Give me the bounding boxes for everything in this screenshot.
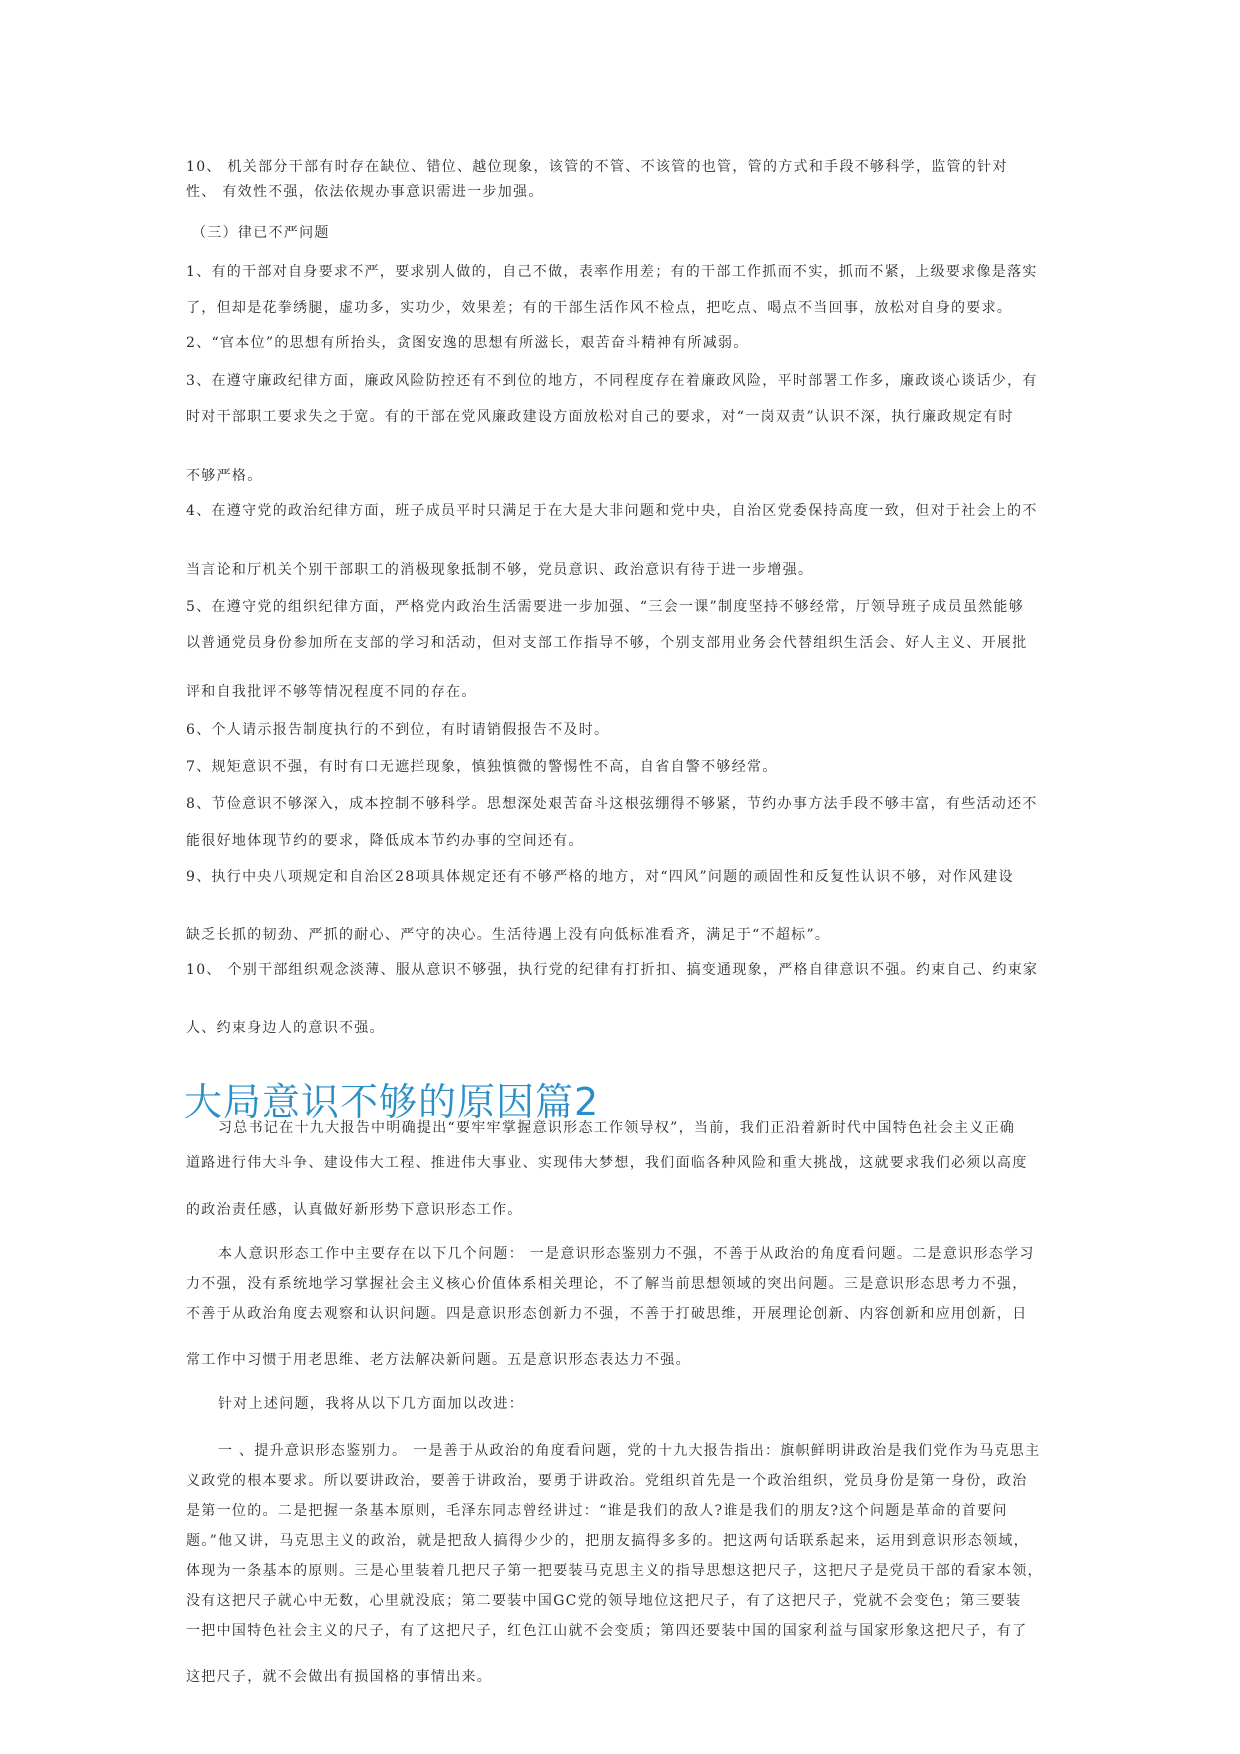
paragraph-line: 当言论和厅机关个别干部职工的消极现象抵制不够，党员意识、政治意识有待于进一步增强。 bbox=[186, 562, 814, 578]
paragraph-line: 常工作中习惯于用老思维、老方法解决新问题。五是意识形态表达力不强。 bbox=[186, 1352, 691, 1368]
paragraph-line: 3、在遵守廉政纪律方面，廉政风险防控还有不到位的地方，不同程度存在着廉政风险，平时部署工作多，廉政谈心谈话少，有 bbox=[186, 373, 1038, 389]
paragraph-line: 是第一位的。二是把握一条基本原则，毛泽东同志曾经讲过：“谁是我们的敌人?谁是我们的朋友?这个问题是革命的首要问 bbox=[186, 1503, 1008, 1519]
paragraph-line: 1、有的干部对自身要求不严，要求别人做的，自己不做，表率作用差；有的干部工作抓而不实，抓而不紧，上级要求像是落实 bbox=[186, 264, 1038, 280]
paragraph-line: 时对干部职工要求失之于宽。有的干部在党风廉政建设方面放松对自己的要求，对“一岗双责”认识不深，执行廉政规定有时 bbox=[186, 409, 1014, 425]
paragraph-line: 10、 机关部分干部有时存在缺位、错位、越位现象，该管的不管、不该管的也管，管的方式和手段不够科学，监管的针对 bbox=[186, 159, 1008, 175]
paragraph-line: 能很好地体现节约的要求，降低成本节约办事的空间还有。 bbox=[186, 833, 584, 849]
paragraph-line: 10、 个别干部组织观念淡薄、服从意识不够强，执行党的纪律有打折扣、搞变通现象，严格自律意识不强。约束自己、约束家 bbox=[186, 962, 1039, 978]
paragraph-line: 这把尺子，就不会做出有损国格的事情出来。 bbox=[186, 1669, 492, 1685]
paragraph-line: 人、约束身边人的意识不强。 bbox=[186, 1020, 385, 1036]
paragraph-line: 9、执行中央八项规定和自治区28项具体规定还有不够严格的地方，对“四风”问题的顽固性和反复性认识不够，对作风建设 bbox=[186, 869, 1014, 885]
paragraph-line: 题。”他又讲，马克思主义的政治，就是把敌人搞得少少的，把朋友搞得多多的。把这两句话联系起来，运用到意识形态领域， bbox=[186, 1533, 1029, 1549]
paragraph-line: 一把中国特色社会主义的尺子，有了这把尺子，红色江山就不会变质；第四还要装中国的国家利益与国家形象这把尺子，有了 bbox=[186, 1623, 1028, 1639]
paragraph-line: 了，但却是花拳绣腿，虚功多，实功少，效果差；有的干部生活作风不检点，把吃点、喝点不当回事，放松对自身的要求。 bbox=[186, 300, 1013, 316]
paragraph-line: 没有这把尺子就心中无数，心里就没底；第二要装中国GC党的领导地位这把尺子，有了这把尺子，党就不会变色；第三要装 bbox=[186, 1593, 1022, 1609]
paragraph-line: 评和自我批评不够等情况程度不同的存在。 bbox=[186, 684, 477, 700]
paragraph-line: 义政党的根本要求。所以要讲政治，要善于讲政治，要勇于讲政治。党组织首先是一个政治组织，党员身份是第一身份，政治 bbox=[186, 1473, 1028, 1489]
section-heading: 大局意识不够的原因篇2 bbox=[184, 1080, 600, 1125]
paragraph-line: 2、“官本位”的思想有所抬头，贪图安逸的思想有所滋长，艰苦奋斗精神有所减弱。 bbox=[186, 335, 749, 351]
paragraph-line: 针对上述问题，我将从以下几方面加以改进： bbox=[218, 1396, 524, 1412]
paragraph-line: 5、在遵守党的组织纪律方面，严格党内政治生活需要进一步加强、“三会一课”制度坚持不够经常，厅领导班子成员虽然能够 bbox=[186, 599, 1025, 615]
paragraph-line: 7、规矩意识不强，有时有口无遮拦现象，慎独慎微的警惕性不高，自省自警不够经常。 bbox=[186, 759, 778, 775]
paragraph-line: 6、个人请示报告制度执行的不到位，有时请销假报告不及时。 bbox=[186, 722, 610, 738]
paragraph-line: 体现为一条基本的原则。三是心里装着几把尺子第一把要装马克思主义的指导思想这把尺子，这把尺子是党员干部的看家本领， bbox=[186, 1563, 1043, 1579]
paragraph-line: 道路进行伟大斗争、建设伟大工程、推进伟大事业、实现伟大梦想，我们面临各种风险和重大挑战，这就要求我们必须以高度 bbox=[186, 1155, 1028, 1171]
paragraph-line: 的政治责任感，认真做好新形势下意识形态工作。 bbox=[186, 1202, 523, 1218]
paragraph-line: 性、 有效性不强，依法依规办事意识需进一步加强。 bbox=[186, 184, 544, 200]
paragraph-line: 力不强，没有系统地学习掌握社会主义核心价值体系相关理论，不了解当前思想领域的突出问题。三是意识形态思考力不强， bbox=[186, 1276, 1028, 1292]
paragraph-line: 一 、提升意识形态鉴别力。 一是善于从政治的角度看问题，党的十九大报告指出：旗帜鲜明讲政治是我们党作为马克思主 bbox=[218, 1443, 1041, 1459]
paragraph-line: 不善于从政治角度去观察和认识问题。四是意识形态创新力不强，不善于打破思维，开展理论创新、内容创新和应用创新，日 bbox=[186, 1306, 1028, 1322]
paragraph-line: 8、节俭意识不够深入，成本控制不够科学。思想深处艰苦奋斗这根弦绷得不够紧，节约办事方法手段不够丰富，有些活动还不 bbox=[186, 796, 1038, 812]
paragraph-line: 不够严格。 bbox=[186, 468, 263, 484]
section-title: （三）律已不严问题 bbox=[192, 225, 330, 241]
paragraph-line: 缺乏长抓的韧劲、严抓的耐心、严守的决心。生活待遇上没有向低标准看齐，满足于“不超标”。 bbox=[186, 927, 831, 943]
paragraph-line: 本人意识形态工作中主要存在以下几个问题： 一是意识形态鉴别力不强，不善于从政治的角度看问题。二是意识形态学习 bbox=[218, 1246, 1035, 1262]
paragraph-line: 以普通党员身份参加所在支部的学习和活动，但对支部工作指导不够，个别支部用业务会代替组织生活会、好人主义、开展批 bbox=[186, 635, 1028, 651]
paragraph-line: 4、在遵守党的政治纪律方面，班子成员平时只满足于在大是大非问题和党中央，自治区党委保持高度一致，但对于社会上的不 bbox=[186, 503, 1038, 519]
paragraph-line: 习总书记在十九大报告中明确提出“要牢牢掌握意识形态工作领导权”，当前，我们正沿着新时代中国特色社会主义正确 bbox=[218, 1120, 1016, 1136]
